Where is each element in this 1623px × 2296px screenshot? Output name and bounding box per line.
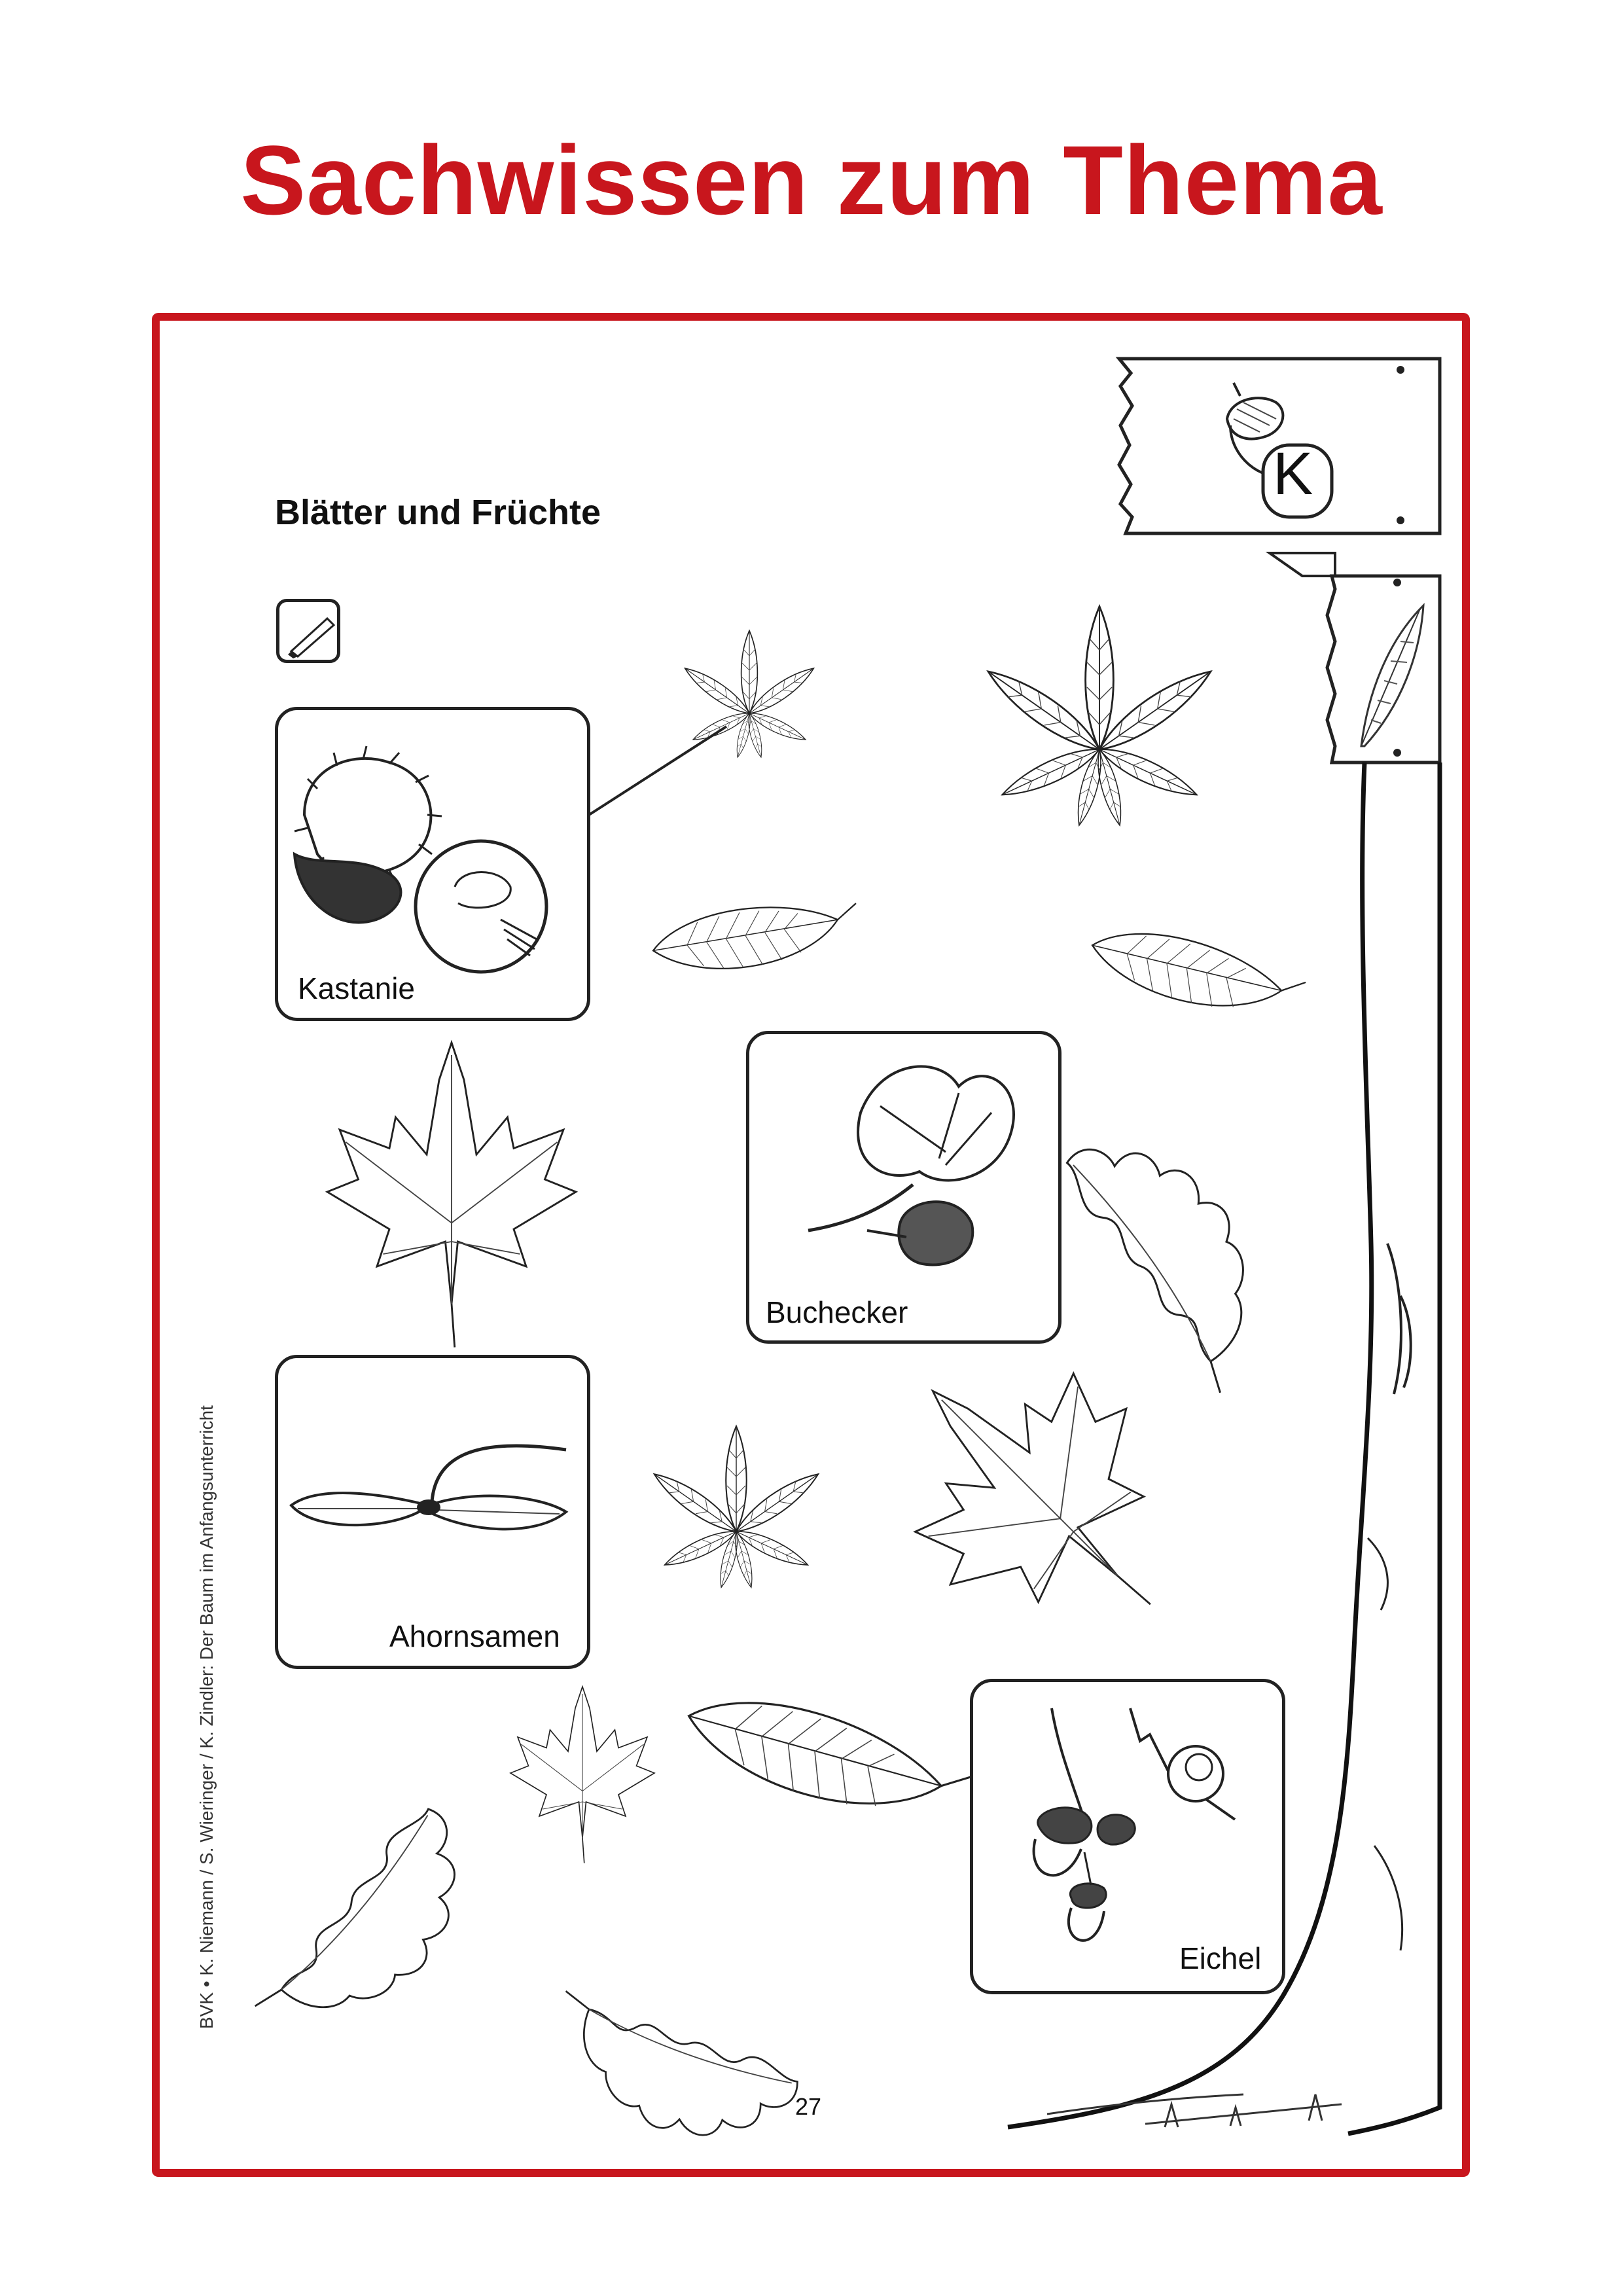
chestnut-leaf-icon xyxy=(681,631,818,759)
fruit-card-buchecker xyxy=(746,1031,1061,1344)
oak-leaf-icon xyxy=(566,1939,806,2162)
sign-letter: K xyxy=(1273,440,1313,507)
chestnut-leaf-icon xyxy=(649,1426,824,1589)
page-title: Sachwissen zum Thema xyxy=(240,125,1383,235)
fruit-label-ahornsamen: Ahornsamen xyxy=(389,1619,560,1653)
maple-leaf-icon xyxy=(510,1687,654,1863)
side-credit: BVK • K. Niemann / S. Wieringer / K. Zindler: Der Baum im Anfangsunterricht xyxy=(196,1405,217,2029)
fruit-card-kastanie xyxy=(275,707,590,1021)
page-number: 27 xyxy=(795,2093,822,2120)
fruit-label-eichel: Eichel xyxy=(1179,1941,1262,1975)
pencil-task-box xyxy=(276,599,340,663)
connector-line xyxy=(589,726,726,815)
fruit-label-kastanie: Kastanie xyxy=(298,971,416,1005)
chestnut-leaf-icon xyxy=(980,607,1218,828)
maple-leaf-icon xyxy=(845,1303,1236,1695)
fruit-card-eichel xyxy=(970,1679,1285,1994)
maple-leaf-icon xyxy=(327,1043,576,1348)
fruit-card-ahornsamen xyxy=(275,1355,590,1669)
worksheet-title: Blätter und Früchte xyxy=(275,493,601,532)
beech-leaf-icon xyxy=(651,899,861,975)
beech-leaf-icon xyxy=(677,1672,976,1847)
beech-leaf-icon xyxy=(1084,912,1307,1035)
fruit-label-buchecker: Buchecker xyxy=(766,1295,908,1329)
oak-leaf-icon xyxy=(255,1795,460,2022)
